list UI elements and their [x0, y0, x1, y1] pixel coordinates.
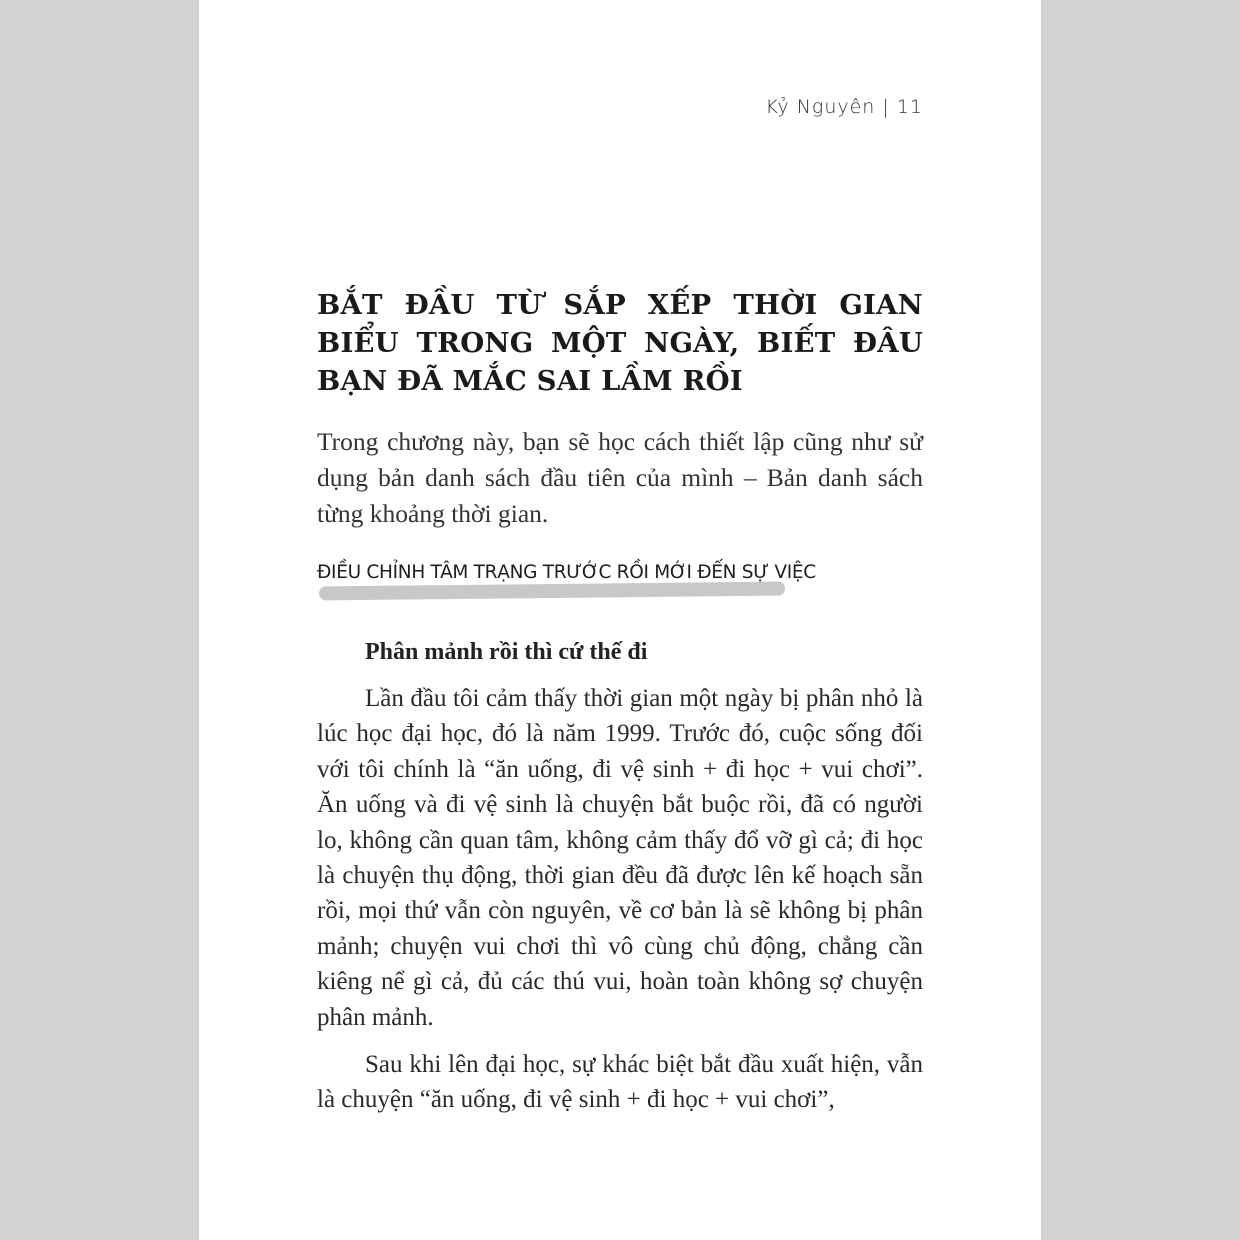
chapter-title: BẮT ĐẦU TỪ SẮP XẾP THỜI GIAN BIỂU TRONG MỘT NGÀY, BIẾT ĐÂU BẠN ĐÃ MẮC SAI LẦM RỒI [317, 289, 923, 397]
running-head: Kỷ Nguyên | 11 [765, 96, 923, 118]
section-heading-label: ĐIỀU CHỈNH TÂM TRẠNG TRƯỚC RỒI MỚI ĐẾN SỰ VIỆC [317, 562, 816, 583]
body-text [317, 681, 923, 1130]
brush-stroke-decoration [319, 582, 785, 601]
chapter-intro: Trong chương này, bạn sẽ học cách thiết lập cũng như sử dụng bản danh sách đầu tiên của mình – Bản danh sách từng khoảng thời gian. [317, 427, 923, 528]
paragraph: Lần đầu tôi cảm thấy thời gian một ngày bị phân nhỏ là lúc học đại học, đó là năm 1999. Trước đó, cuộc sống đối với tôi chính là “ăn uống, đi vệ sinh + đi học + vui chơi”. Ăn uống và đi vệ sinh là chuyện bắt buộc rồi, đã có người lo, không cần quan tâm, không cảm thấy đổ vỡ gì cả; đi học là chuyện thụ động, thời gian đều đã được lên kế hoạch sẵn rồi, mọi thứ vẫn còn nguyên, về cơ bản là sẽ không bị phân mảnh; chuyện vui chơi thì vô cùng chủ động, chẳng cần kiêng nể gì cả, đủ các thú vui, hoàn toàn không sợ chuyện phân mảnh. [317, 685, 923, 1031]
section-heading [317, 558, 816, 608]
paragraph: Sau khi lên đại học, sự khác biệt bắt đầu xuất hiện, vẫn là chuyện “ăn uống, đi vệ sinh + đi học + vui chơi”, [317, 1051, 923, 1114]
subheading: Phân mảnh rồi thì cứ thế đi [365, 639, 648, 665]
book-page [199, 0, 1041, 1240]
